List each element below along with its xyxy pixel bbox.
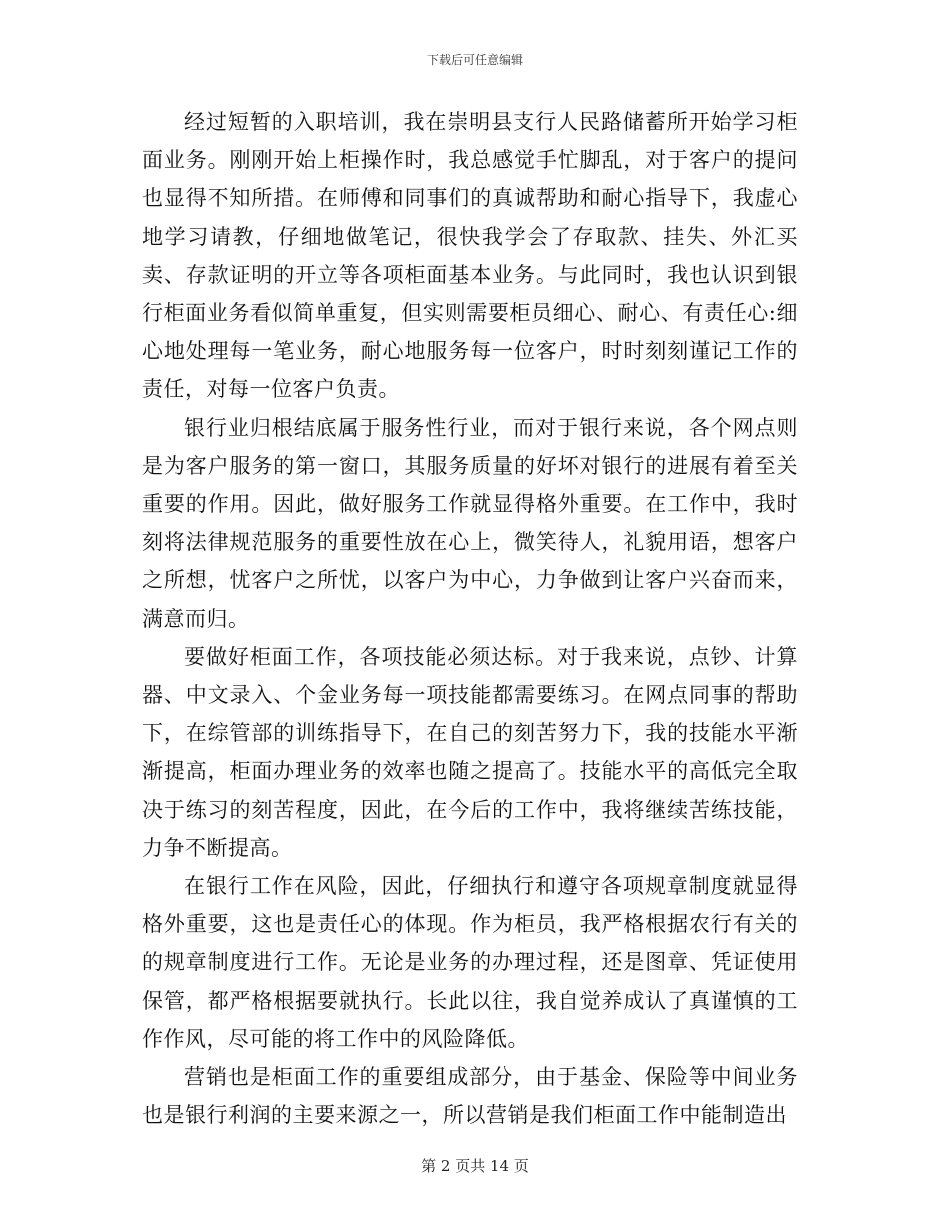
page-number-footer: 第 2 页共 14 页 (421, 1157, 529, 1175)
paragraph-5: 营销也是柜面工作的重要组成部分，由于基金、保险等中间业务也是银行利润的主要来源之一，所以营销是我们柜面工作中能制造出 (142, 1065, 798, 1128)
paragraph-2: 银行业归根结底属于服务性行业，而对于银行来说，各个网点则是为客户服务的第一窗口，其服务质量的好坏对银行的进展有着至关重要的作用。因此，做好服务工作就显得格外重要。在工作中，我时刻将法律规范服务的重要性放在心上，微笑待人，礼貌用语，想客户之所想，忧客户之所忧，以客户为中心，力争做到让客户兴奋而来，满意而归。 (142, 415, 798, 631)
page-header: 下载后可任意编辑 (426, 53, 523, 67)
document-body (142, 103, 798, 1134)
paragraph-3: 要做好柜面工作，各项技能必须达标。对于我来说，点钞、计算器、中文录入、个金业务每一项技能都需要练习。在网点同事的帮助下，在综管部的训练指导下，在自己的刻苦努力下，我的技能水平渐渐提高，柜面办理业务的效率也随之提高了。技能水平的高低完全取决于练习的刻苦程度，因此，在今后的工作中，我将继续苦练技能，力争不断提高。 (142, 644, 798, 860)
paragraph-4: 在银行工作在风险，因此，仔细执行和遵守各项规章制度就显得格外重要，这也是责任心的体现。作为柜员，我严格根据农行有关的的规章制度进行工作。无论是业务的办理过程，还是图章、凭证使用保管，都严格根据要就执行。长此以往，我自觉养成认了真谨慎的工作作风，尽可能的将工作中的风险降低。 (142, 874, 798, 1051)
paragraph-1: 经过短暂的入职培训，我在崇明县支行人民路储蓄所开始学习柜面业务。刚刚开始上柜操作时，我总感觉手忙脚乱，对于客户的提问也显得不知所措。在师傅和同事们的真诚帮助和耐心指导下，我虚心地学习请教，仔细地做笔记，很快我学会了存取款、挂失、外汇买卖、存款证明的开立等各项柜面基本业务。与此同时，我也认识到银行柜面业务看似简单重复，但实则需要柜员细心、耐心、有责任心:细心地处理每一笔业务，耐心地服务每一位客户，时时刻刻谨记工作的责任，对每一位客户负责。 (142, 110, 798, 402)
